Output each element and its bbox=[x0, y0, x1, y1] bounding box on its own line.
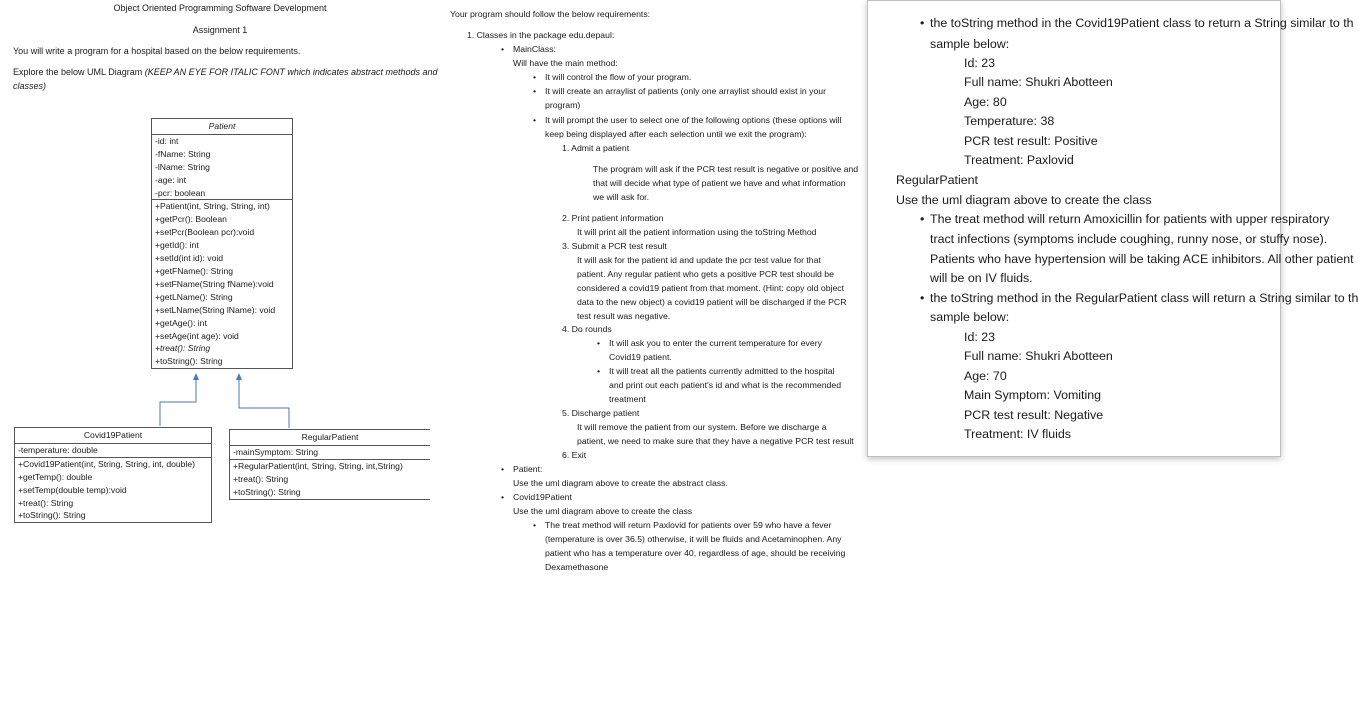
intro-text: You will write a program for a hospital based on the below requirements. bbox=[13, 46, 301, 56]
uml-patient-name: Patient bbox=[152, 119, 292, 135]
regular-tostring-bullet: • the toString method in the RegularPatient class will return a String similar to th bbox=[930, 289, 1358, 309]
uml-attr: -age: int bbox=[155, 174, 187, 185]
uml-method: +toString(): String bbox=[155, 356, 223, 367]
option-4-bullet-cont: Covid19 patient. bbox=[609, 352, 672, 362]
uml-method: +RegularPatient(int, String, String, int,String) bbox=[233, 460, 403, 471]
uml-inheritance-arrows bbox=[0, 0, 440, 440]
mainclass-heading: • MainClass: bbox=[513, 43, 556, 57]
uml-regular-name: RegularPatient bbox=[230, 430, 430, 446]
uml-method: +treat(): String bbox=[233, 473, 289, 484]
uml-regular-attributes bbox=[230, 446, 430, 460]
covid-treat-cont: patient who has a temperature over 40, regardless of age, should be receiving bbox=[545, 548, 846, 558]
option-3: 3. Submit a PCR test result bbox=[562, 241, 667, 251]
main-bullet: • It will create an arraylist of patients (only one arraylist should exist in your bbox=[545, 85, 826, 99]
uml-attr: -lName: String bbox=[155, 161, 210, 172]
regular-treat-bullet: • The treat method will return Amoxicillin for patients with upper respiratory bbox=[930, 210, 1329, 230]
regular-desc: Use the uml diagram above to create the class bbox=[896, 193, 1152, 207]
option-3-desc: data to the new object) a covid19 patient will be discharged if the PCR bbox=[577, 297, 847, 307]
covid-sample-line: Treatment: Paxlovid bbox=[964, 153, 1074, 167]
requirements-intro: Your program should follow the below requirements: bbox=[450, 9, 651, 19]
option-1-desc: we will ask for. bbox=[593, 192, 650, 202]
uml-method: +setFName(String fName):void bbox=[155, 278, 274, 289]
uml-method: +Patient(int, String, String, int) bbox=[155, 201, 270, 212]
covid-tostring-bullet: • the toString method in the Covid19Patient class to return a String similar to th bbox=[930, 14, 1354, 34]
mainclass-desc: Will have the main method: bbox=[513, 58, 618, 68]
uml-method: +toString(): String bbox=[233, 486, 301, 497]
covid-arrow-head bbox=[193, 373, 199, 380]
option-5-desc: patient, we need to make sure that they have a negative PCR test result bbox=[577, 436, 854, 446]
uml-regular-class bbox=[229, 429, 430, 500]
regular-sample-line: Main Symptom: Vomiting bbox=[964, 388, 1102, 402]
covid-treat-bullet: • The treat method will return Paxlovid for patients over 59 who have a fever bbox=[545, 519, 831, 533]
patient-desc: Use the uml diagram above to create the abstract class. bbox=[513, 478, 728, 488]
covid-sample-line: Temperature: 38 bbox=[964, 114, 1055, 128]
explore-italic: (KEEP AN EYE FOR ITALIC FONT which indicates abstract methods and bbox=[144, 67, 438, 77]
option-3-desc: patient. Any regular patient who gets a positive PCR test should be bbox=[577, 269, 834, 279]
uml-attr: -mainSymptom: String bbox=[233, 446, 319, 457]
main-bullet-cont: keep being displayed after each selection until we exit the program): bbox=[545, 129, 807, 139]
uml-method: +getLName(): String bbox=[155, 291, 233, 302]
covid-sample-line: Age: 80 bbox=[964, 95, 1007, 109]
main-bullet-cont: program) bbox=[545, 100, 581, 110]
uml-method: +setId(int id): void bbox=[155, 253, 224, 264]
option-3-desc: test result was negative. bbox=[577, 311, 671, 321]
regular-sample-line: Full name: Shukri Abotteen bbox=[964, 349, 1113, 363]
explore-italic-2: classes) bbox=[13, 81, 47, 91]
covid-sample-line: Id: 23 bbox=[964, 56, 996, 70]
option-1-desc: The program will ask if the PCR test result is negative or positive and bbox=[593, 164, 859, 174]
option-5: 5. Discharge patient bbox=[562, 408, 640, 418]
uml-method: +setLName(String lName): void bbox=[155, 304, 276, 315]
patient-heading: • Patient: bbox=[513, 463, 542, 477]
uml-covid-name: Covid19Patient bbox=[15, 428, 211, 444]
uml-attr: -fName: String bbox=[155, 148, 211, 159]
uml-method: +getPcr(): Boolean bbox=[155, 214, 227, 225]
option-1-desc: that will decide what type of patient we have and what information bbox=[593, 178, 846, 188]
regular-treat-cont: will be on IV fluids. bbox=[930, 271, 1033, 285]
regular-arrow-head bbox=[236, 373, 242, 380]
uml-method: +setTemp(double temp):void bbox=[18, 484, 127, 495]
option-4-bullet: • It will ask you to enter the current temperature for every bbox=[609, 337, 822, 351]
regular-sample-line: Id: 23 bbox=[964, 330, 996, 344]
regular-treat-cont: tract infections (symptoms include coughing, runny nose, or stuffy nose). bbox=[930, 232, 1328, 246]
covid-sample-line: Full name: Shukri Abotteen bbox=[964, 75, 1113, 89]
uml-method: +setAge(int age): void bbox=[155, 330, 239, 341]
explore-prefix: Explore the below UML Diagram bbox=[13, 67, 145, 77]
option-4: 4. Do rounds bbox=[562, 324, 612, 334]
covid-tostring-cont: sample below: bbox=[930, 37, 1010, 51]
uml-method: +treat(): String bbox=[18, 497, 74, 508]
uml-method: +getId(): int bbox=[155, 240, 199, 251]
option-4-bullet-cont: and print out each patient's id and what is the recommended bbox=[609, 380, 842, 390]
assignment-title: Assignment 1 bbox=[192, 25, 248, 35]
uml-regular-methods bbox=[230, 460, 430, 499]
regular-treat-cont: Patients who have hypertension will be taking ACE inhibitors. All other patient bbox=[930, 252, 1354, 266]
option-2: 2. Print patient information bbox=[562, 213, 664, 223]
uml-method: +toString(): String bbox=[18, 510, 86, 521]
regular-tostring-cont: sample below: bbox=[930, 310, 1010, 324]
covid-treat-cont: Dexamethasone bbox=[545, 562, 609, 572]
regular-inheritance-line bbox=[239, 378, 289, 428]
option-3-desc: considered a covid19 patient from that moment. (Hint: copy old object bbox=[577, 283, 845, 293]
uml-method: +getAge(): int bbox=[155, 317, 207, 328]
option-4-bullet-cont: treatment bbox=[609, 394, 646, 404]
regular-sample-line: Treatment: IV fluids bbox=[964, 427, 1071, 441]
uml-method: +getFName(): String bbox=[155, 265, 234, 276]
requirements-item-1: 1. Classes in the package edu.depaul: bbox=[467, 30, 615, 40]
uml-attr: -temperature: double bbox=[18, 444, 98, 455]
uml-attr: -id: int bbox=[155, 135, 179, 146]
regular-sample-line: PCR test result: Negative bbox=[964, 408, 1104, 422]
option-3-desc: It will ask for the patient id and update the pcr test value for that bbox=[577, 255, 821, 265]
option-5-desc: It will remove the patient from our system. Before we discharge a bbox=[577, 422, 827, 432]
uml-covid-attributes bbox=[15, 444, 211, 458]
covid-desc: Use the uml diagram above to create the class bbox=[513, 506, 693, 516]
covid-heading: • Covid19Patient bbox=[513, 491, 572, 505]
option-4-bullet: • It will treat all the patients currently admitted to the hospital bbox=[609, 365, 835, 379]
option-6: 6. Exit bbox=[562, 450, 587, 460]
option-1: 1. Admit a patient bbox=[562, 143, 630, 153]
covid-treat-cont: (temperature is over 36.5) otherwise, it will be fluids and Acetaminophen. Any bbox=[545, 534, 842, 544]
uml-abstract-method: +treat(): String bbox=[155, 343, 211, 354]
main-bullet: • It will control the flow of your program. bbox=[545, 71, 691, 85]
main-bullet: • It will prompt the user to select one of the following options (these options will bbox=[545, 114, 842, 128]
uml-attr: -pcr: boolean bbox=[155, 187, 206, 198]
uml-covid-methods bbox=[15, 458, 211, 523]
uml-covid-class bbox=[14, 427, 212, 523]
covid-sample-line: PCR test result: Positive bbox=[964, 134, 1098, 148]
uml-method: +Covid19Patient(int, String, String, int, double) bbox=[18, 458, 195, 469]
covid-inheritance-line bbox=[160, 378, 196, 426]
course-title: Object Oriented Programming Software Development bbox=[113, 3, 327, 13]
regular-heading: RegularPatient bbox=[896, 173, 978, 187]
option-2-desc: It will print all the patient information using the toString Method bbox=[577, 227, 817, 237]
regular-sample-line: Age: 70 bbox=[964, 369, 1007, 383]
uml-method: +setPcr(Boolean pcr):void bbox=[155, 227, 255, 238]
zoomed-document-panel bbox=[867, 0, 1358, 457]
uml-method: +getTemp(): double bbox=[18, 471, 93, 482]
